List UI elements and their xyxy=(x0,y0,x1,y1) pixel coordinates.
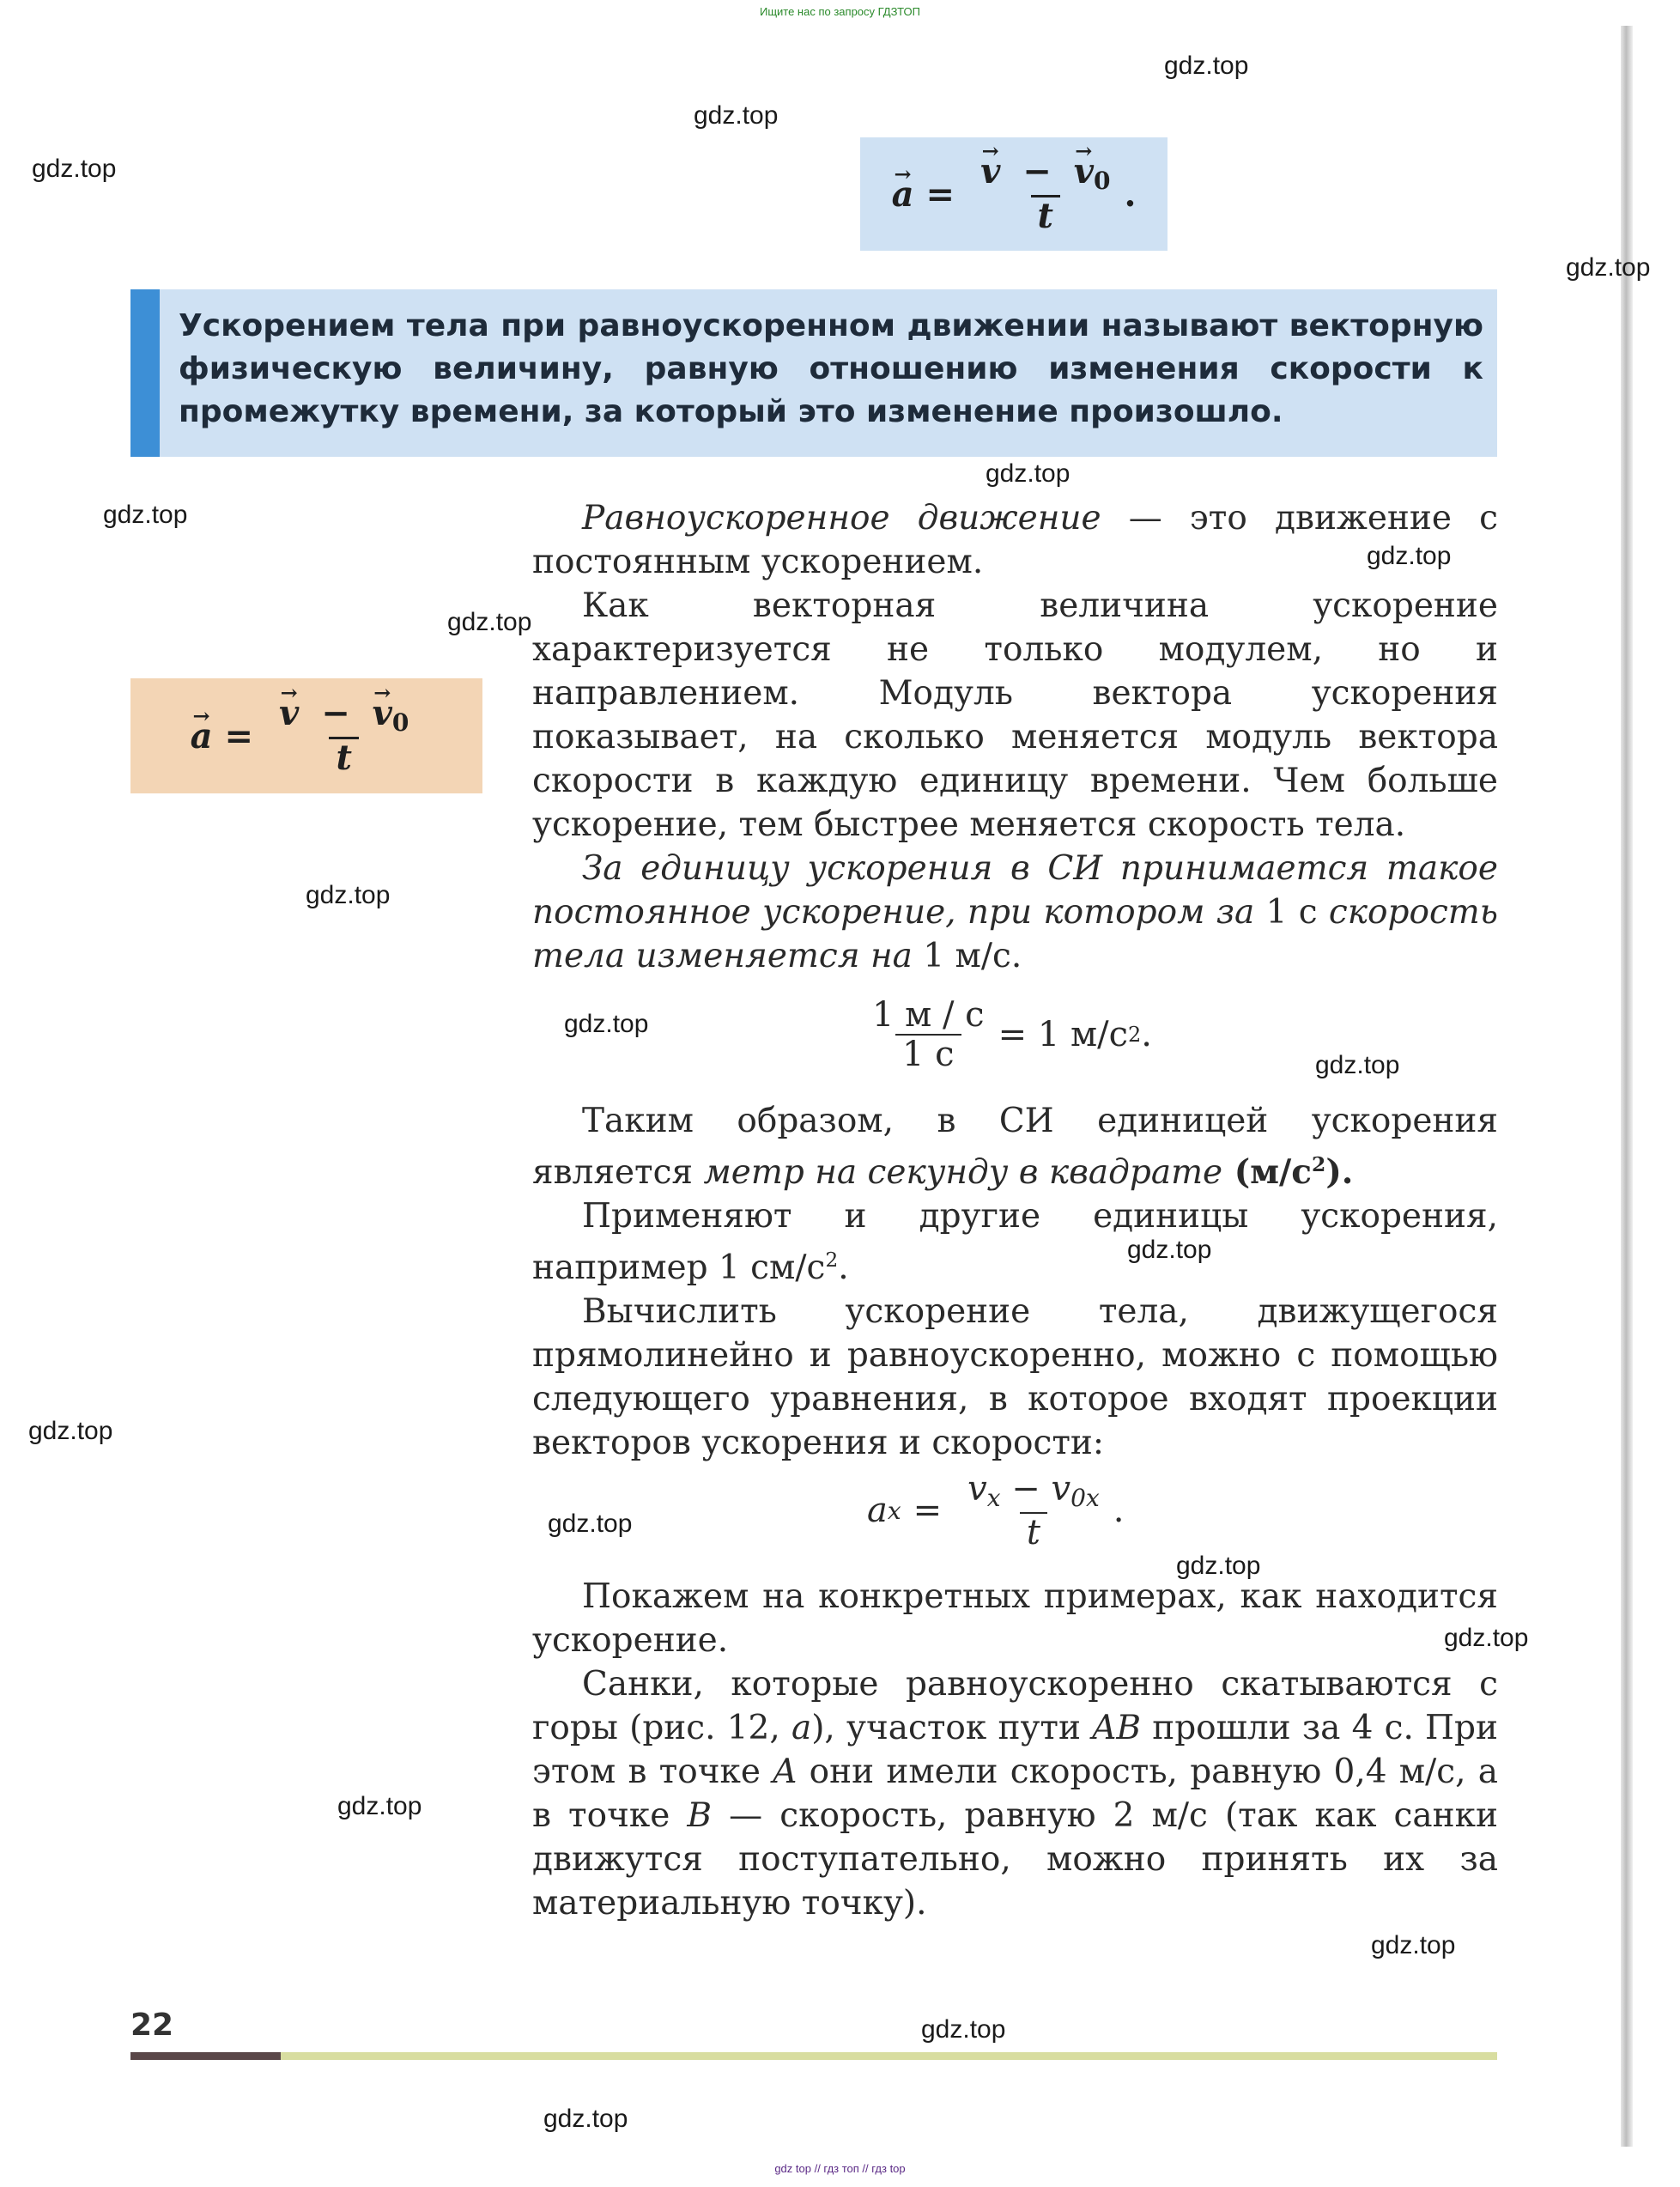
page-number: 22 xyxy=(130,2008,174,2043)
paragraph-si-unit-name: Таким образом, в СИ единицей ускорения является метр на секунду в квадрате $(м/с^2)$. xyxy=(532,1102,1498,1192)
watermark: gdz.top xyxy=(1315,1051,1400,1079)
watermark: gdz.top xyxy=(32,155,117,183)
paragraph-examples: Покажем на конкретных примерах, как находится ускорение. xyxy=(532,1577,1498,1660)
watermark: gdz.top xyxy=(1566,253,1651,282)
watermark: gdz.top xyxy=(306,881,391,909)
paragraph-other-units: Применяют и другие единицы ускорения, например 1 $см/с^2$. xyxy=(532,1197,1498,1287)
paragraph-sled-example: Санки, которые равноускоренно скатываются с горы (рис. 12, а), участок пути AB прошли за 4 с. При этом в точке A они имели скорость, равную 0,4 м/с, а в точке B — скорость, равную 2 м/с (так как санки движутся поступательно, можно принять их за материальную точку). xyxy=(532,1665,1499,1923)
watermark: gdz.top xyxy=(564,1010,649,1038)
formula-unit-fraction: $\frac{1 м / с}{1 с}$ xyxy=(872,995,985,1074)
formula-fraction xyxy=(973,153,1117,235)
footer-rule xyxy=(130,2052,1497,2060)
watermark: gdz.top xyxy=(548,1510,633,1538)
formula-unit: $\frac{1 м / с}{1 с}$ = 1 м/с 2 . xyxy=(858,996,1152,1073)
formula-fraction: → $\frac{v - \to v_0}{t}$ xyxy=(272,695,415,777)
definition-accent-bar xyxy=(130,289,160,457)
watermark: gdz.top xyxy=(1444,1624,1529,1652)
watermark: gdz.top xyxy=(447,608,532,636)
watermark: gdz.top xyxy=(1176,1552,1261,1580)
watermark: gdz.top xyxy=(337,1792,422,1820)
paragraph-uniform-acceleration: Равноускоренное движение — это движение с постоянным ускорением. xyxy=(532,499,1498,581)
formula-projection-fraction: $\frac{v_x - v_{0x}}{t}$ xyxy=(967,1469,1100,1552)
watermark: gdz.top xyxy=(1367,542,1452,570)
paragraph-vector-quantity: Как векторная величина ускорение характеризуется не только модулем, но и направлением. Модуль вектора ускорения показывает, на сколько меняется модуль вектора скорости в каждую единицу времени. Чем больше ускорение, тем быстрее меняется скорость тела. xyxy=(532,586,1498,844)
watermark: gdz.top xyxy=(103,501,188,529)
watermark: gdz.top xyxy=(28,1417,113,1445)
watermark: gdz.top xyxy=(1127,1236,1212,1264)
bottom-note: gdz top // гдз топ // гдз top xyxy=(774,2162,906,2175)
formula-denominator: t xyxy=(1031,195,1060,235)
body-text-c xyxy=(532,1575,1498,1925)
body-text-b xyxy=(532,1099,1498,1465)
watermark: gdz.top xyxy=(1371,1931,1456,1959)
formula-lhs: → a xyxy=(892,174,914,215)
definition-box xyxy=(130,289,1497,457)
watermark: gdz.top xyxy=(543,2105,628,2133)
watermark: gdz.top xyxy=(921,2015,1006,2044)
paragraph-si-unit: За единицу ускорения в СИ принимается такое постоянное ускорение, при котором за 1 с скорость тела изменяется на 1 м/с. xyxy=(532,849,1498,975)
watermark: gdz.top xyxy=(694,101,779,130)
body-text-a xyxy=(532,496,1498,978)
paragraph-calculate: Вычислить ускорение тела, движущегося прямолинейно и равноускоренно, можно с помощью следующего уравнения, в которое входят проекции векторов ускорения и скорости: xyxy=(532,1292,1498,1462)
watermark: gdz.top xyxy=(986,459,1070,488)
formula-acceleration-side: → a = → $\frac{v - \to v_0}{t}$ xyxy=(130,678,482,793)
watermark: gdz.top xyxy=(1164,52,1249,80)
formula-eq: = xyxy=(925,173,955,215)
formula-acceleration-top: → a = → $\frac{v - \to v_0}{t}$ . xyxy=(860,137,1168,251)
top-note: Ищите нас по запросу ГДЗТОП xyxy=(759,5,920,18)
definition-text: Ускорением тела при равноускоренном движении называют векторную физическую величину, равную отношению изменения скорости к промежутку времени, за который это изменение произошло. xyxy=(179,308,1483,429)
formula-numerator: → v − → $v_0$ xyxy=(973,153,1117,195)
book-spine-edge xyxy=(1621,26,1633,2147)
formula-projection: a x = $\frac{v_x - v_{0x}}{t}$ . xyxy=(867,1469,1125,1552)
